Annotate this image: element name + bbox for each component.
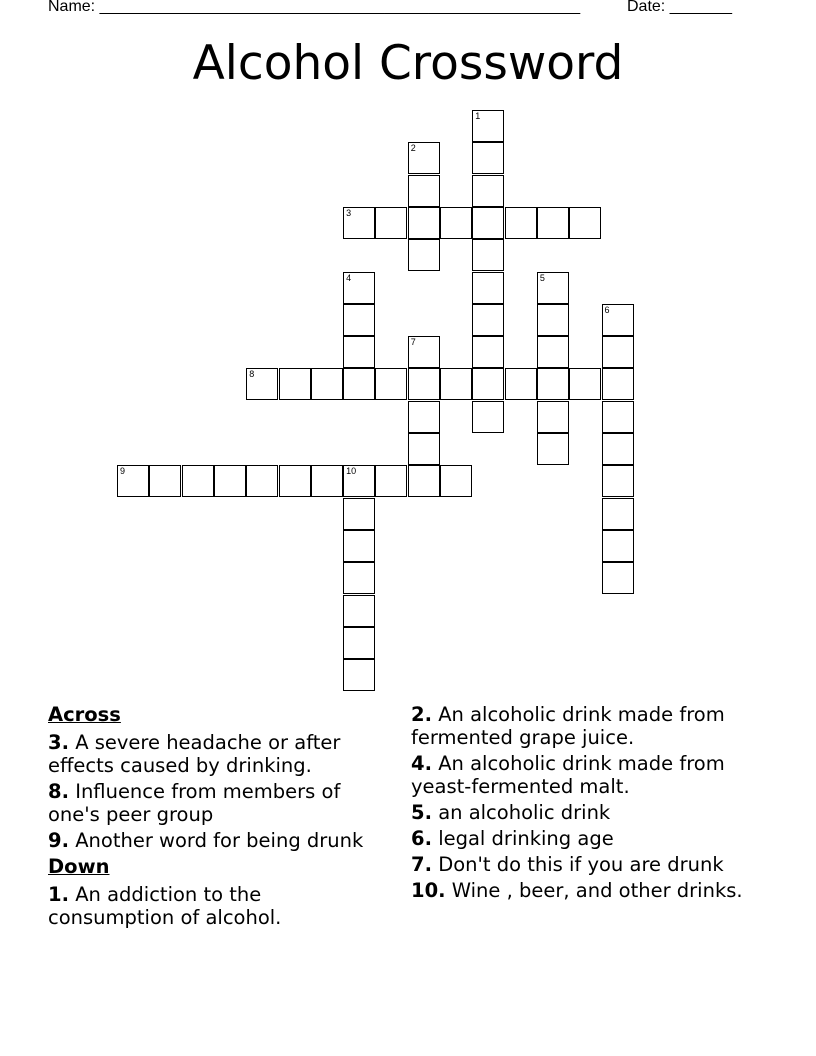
across-clue-9 bbox=[48, 829, 388, 852]
cell-number: 6 bbox=[604, 304, 610, 315]
clue-text: an alcoholic drink bbox=[438, 801, 611, 824]
crossword-cell[interactable] bbox=[537, 304, 569, 336]
crossword-cell[interactable] bbox=[505, 368, 537, 400]
crossword-cell[interactable] bbox=[537, 336, 569, 368]
crossword-cell[interactable] bbox=[408, 336, 440, 368]
down-clue-4 bbox=[411, 752, 771, 798]
across-heading: Across bbox=[48, 703, 121, 726]
crossword-cell[interactable] bbox=[343, 272, 375, 304]
clue-text: An addiction to the consumption of alcohol. bbox=[48, 883, 282, 929]
clue-text: Influence from members of one's peer group bbox=[48, 780, 341, 826]
clues-right-column bbox=[411, 703, 771, 905]
clue-number: 6. bbox=[411, 827, 432, 850]
crossword-cell[interactable] bbox=[311, 465, 343, 497]
cell-number: 4 bbox=[346, 272, 352, 283]
crossword-cell[interactable] bbox=[537, 272, 569, 304]
down-clue-2 bbox=[411, 703, 771, 749]
crossword-cell[interactable] bbox=[505, 207, 537, 239]
clue-number: 5. bbox=[411, 801, 432, 824]
crossword-cell[interactable] bbox=[408, 207, 440, 239]
clue-text: An alcoholic drink made from yeast-fermented malt. bbox=[411, 752, 725, 798]
clue-text: legal drinking age bbox=[438, 827, 614, 850]
crossword-cell[interactable] bbox=[149, 465, 181, 497]
crossword-cell[interactable] bbox=[602, 304, 634, 336]
page-title: Alcohol Crossword bbox=[192, 36, 624, 91]
crossword-cell[interactable] bbox=[602, 368, 634, 400]
crossword-cell[interactable] bbox=[375, 207, 407, 239]
down-clue-6 bbox=[411, 827, 771, 850]
crossword-cell[interactable] bbox=[569, 207, 601, 239]
crossword-cell[interactable] bbox=[343, 304, 375, 336]
down-clue-5 bbox=[411, 801, 771, 824]
crossword-cell[interactable] bbox=[602, 401, 634, 433]
crossword-cell[interactable] bbox=[472, 304, 504, 336]
crossword-cell[interactable] bbox=[279, 368, 311, 400]
down-clue-1 bbox=[48, 883, 388, 929]
crossword-cell[interactable] bbox=[602, 465, 634, 497]
crossword-cell[interactable] bbox=[343, 595, 375, 627]
crossword-cell[interactable] bbox=[440, 465, 472, 497]
crossword-cell[interactable] bbox=[343, 498, 375, 530]
down-clue-7 bbox=[411, 853, 771, 876]
cell-number: 2 bbox=[410, 143, 416, 154]
crossword-cell[interactable] bbox=[343, 336, 375, 368]
across-clue-3 bbox=[48, 731, 388, 777]
crossword-cell[interactable] bbox=[602, 336, 634, 368]
clue-text: An alcoholic drink made from fermented grape juice. bbox=[411, 703, 725, 749]
crossword-cell[interactable] bbox=[182, 465, 214, 497]
clue-text: Another word for being drunk bbox=[75, 829, 364, 852]
crossword-cell[interactable] bbox=[537, 401, 569, 433]
clue-number: 8. bbox=[48, 780, 69, 803]
cell-number: 10 bbox=[346, 466, 357, 477]
crossword-cell[interactable] bbox=[472, 110, 504, 142]
crossword-cell[interactable] bbox=[214, 465, 246, 497]
crossword-cell[interactable] bbox=[408, 465, 440, 497]
crossword-cell[interactable] bbox=[569, 368, 601, 400]
clue-text: Wine , beer, and other drinks. bbox=[451, 879, 743, 902]
crossword-cell[interactable] bbox=[472, 401, 504, 433]
crossword-cell[interactable] bbox=[311, 368, 343, 400]
cell-number: 5 bbox=[539, 272, 545, 283]
clue-number: 7. bbox=[411, 853, 432, 876]
crossword-cell[interactable] bbox=[537, 433, 569, 465]
crossword-cell[interactable] bbox=[117, 465, 149, 497]
date-field-line: Date: _______ bbox=[627, 0, 732, 15]
crossword-cell[interactable] bbox=[537, 207, 569, 239]
crossword-cell[interactable] bbox=[472, 272, 504, 304]
crossword-cell[interactable] bbox=[343, 562, 375, 594]
crossword-cell[interactable] bbox=[246, 465, 278, 497]
crossword-cell[interactable] bbox=[343, 368, 375, 400]
clue-number: 2. bbox=[411, 703, 432, 726]
crossword-cell[interactable] bbox=[408, 401, 440, 433]
crossword-cell[interactable] bbox=[408, 175, 440, 207]
clue-number: 4. bbox=[411, 752, 432, 775]
crossword-cell[interactable] bbox=[602, 433, 634, 465]
crossword-cell[interactable] bbox=[343, 627, 375, 659]
cell-number: 9 bbox=[120, 466, 126, 477]
crossword-cell[interactable] bbox=[408, 433, 440, 465]
crossword-cell[interactable] bbox=[246, 368, 278, 400]
clue-text: A severe headache or after effects caused by drinking. bbox=[48, 731, 341, 777]
crossword-cell[interactable] bbox=[472, 368, 504, 400]
crossword-cell[interactable] bbox=[279, 465, 311, 497]
crossword-cell[interactable] bbox=[408, 239, 440, 271]
down-heading: Down bbox=[48, 855, 110, 878]
clue-number: 10. bbox=[411, 879, 446, 902]
crossword-cell[interactable] bbox=[602, 530, 634, 562]
crossword-cell[interactable] bbox=[375, 465, 407, 497]
crossword-cell[interactable] bbox=[440, 368, 472, 400]
crossword-cell[interactable] bbox=[472, 239, 504, 271]
clue-number: 9. bbox=[48, 829, 69, 852]
crossword-cell[interactable] bbox=[537, 368, 569, 400]
cell-number: 1 bbox=[475, 111, 481, 121]
across-clue-8 bbox=[48, 780, 388, 826]
crossword-cell[interactable] bbox=[408, 368, 440, 400]
crossword-cell[interactable] bbox=[472, 336, 504, 368]
down-clue-10 bbox=[411, 879, 771, 902]
crossword-cell[interactable] bbox=[408, 142, 440, 174]
crossword-cell[interactable] bbox=[440, 207, 472, 239]
crossword-cell[interactable] bbox=[472, 207, 504, 239]
crossword-cell[interactable] bbox=[602, 498, 634, 530]
cell-number: 3 bbox=[346, 207, 352, 218]
crossword-cell[interactable] bbox=[602, 562, 634, 594]
crossword-cell[interactable] bbox=[343, 207, 375, 239]
crossword-cell[interactable] bbox=[343, 465, 375, 497]
clue-text: Don't do this if you are drunk bbox=[438, 853, 724, 876]
crossword-cell[interactable] bbox=[375, 368, 407, 400]
cell-number: 8 bbox=[249, 369, 255, 380]
name-field-line: Name: ______________________________________________________ bbox=[48, 0, 581, 15]
crossword-cell[interactable] bbox=[343, 659, 375, 691]
crossword-cell[interactable] bbox=[472, 142, 504, 174]
crossword-cell[interactable] bbox=[343, 530, 375, 562]
crossword-cell[interactable] bbox=[472, 175, 504, 207]
clues-left-column bbox=[48, 703, 388, 932]
clue-number: 1. bbox=[48, 883, 69, 906]
cell-number: 7 bbox=[410, 337, 416, 348]
clue-number: 3. bbox=[48, 731, 69, 754]
